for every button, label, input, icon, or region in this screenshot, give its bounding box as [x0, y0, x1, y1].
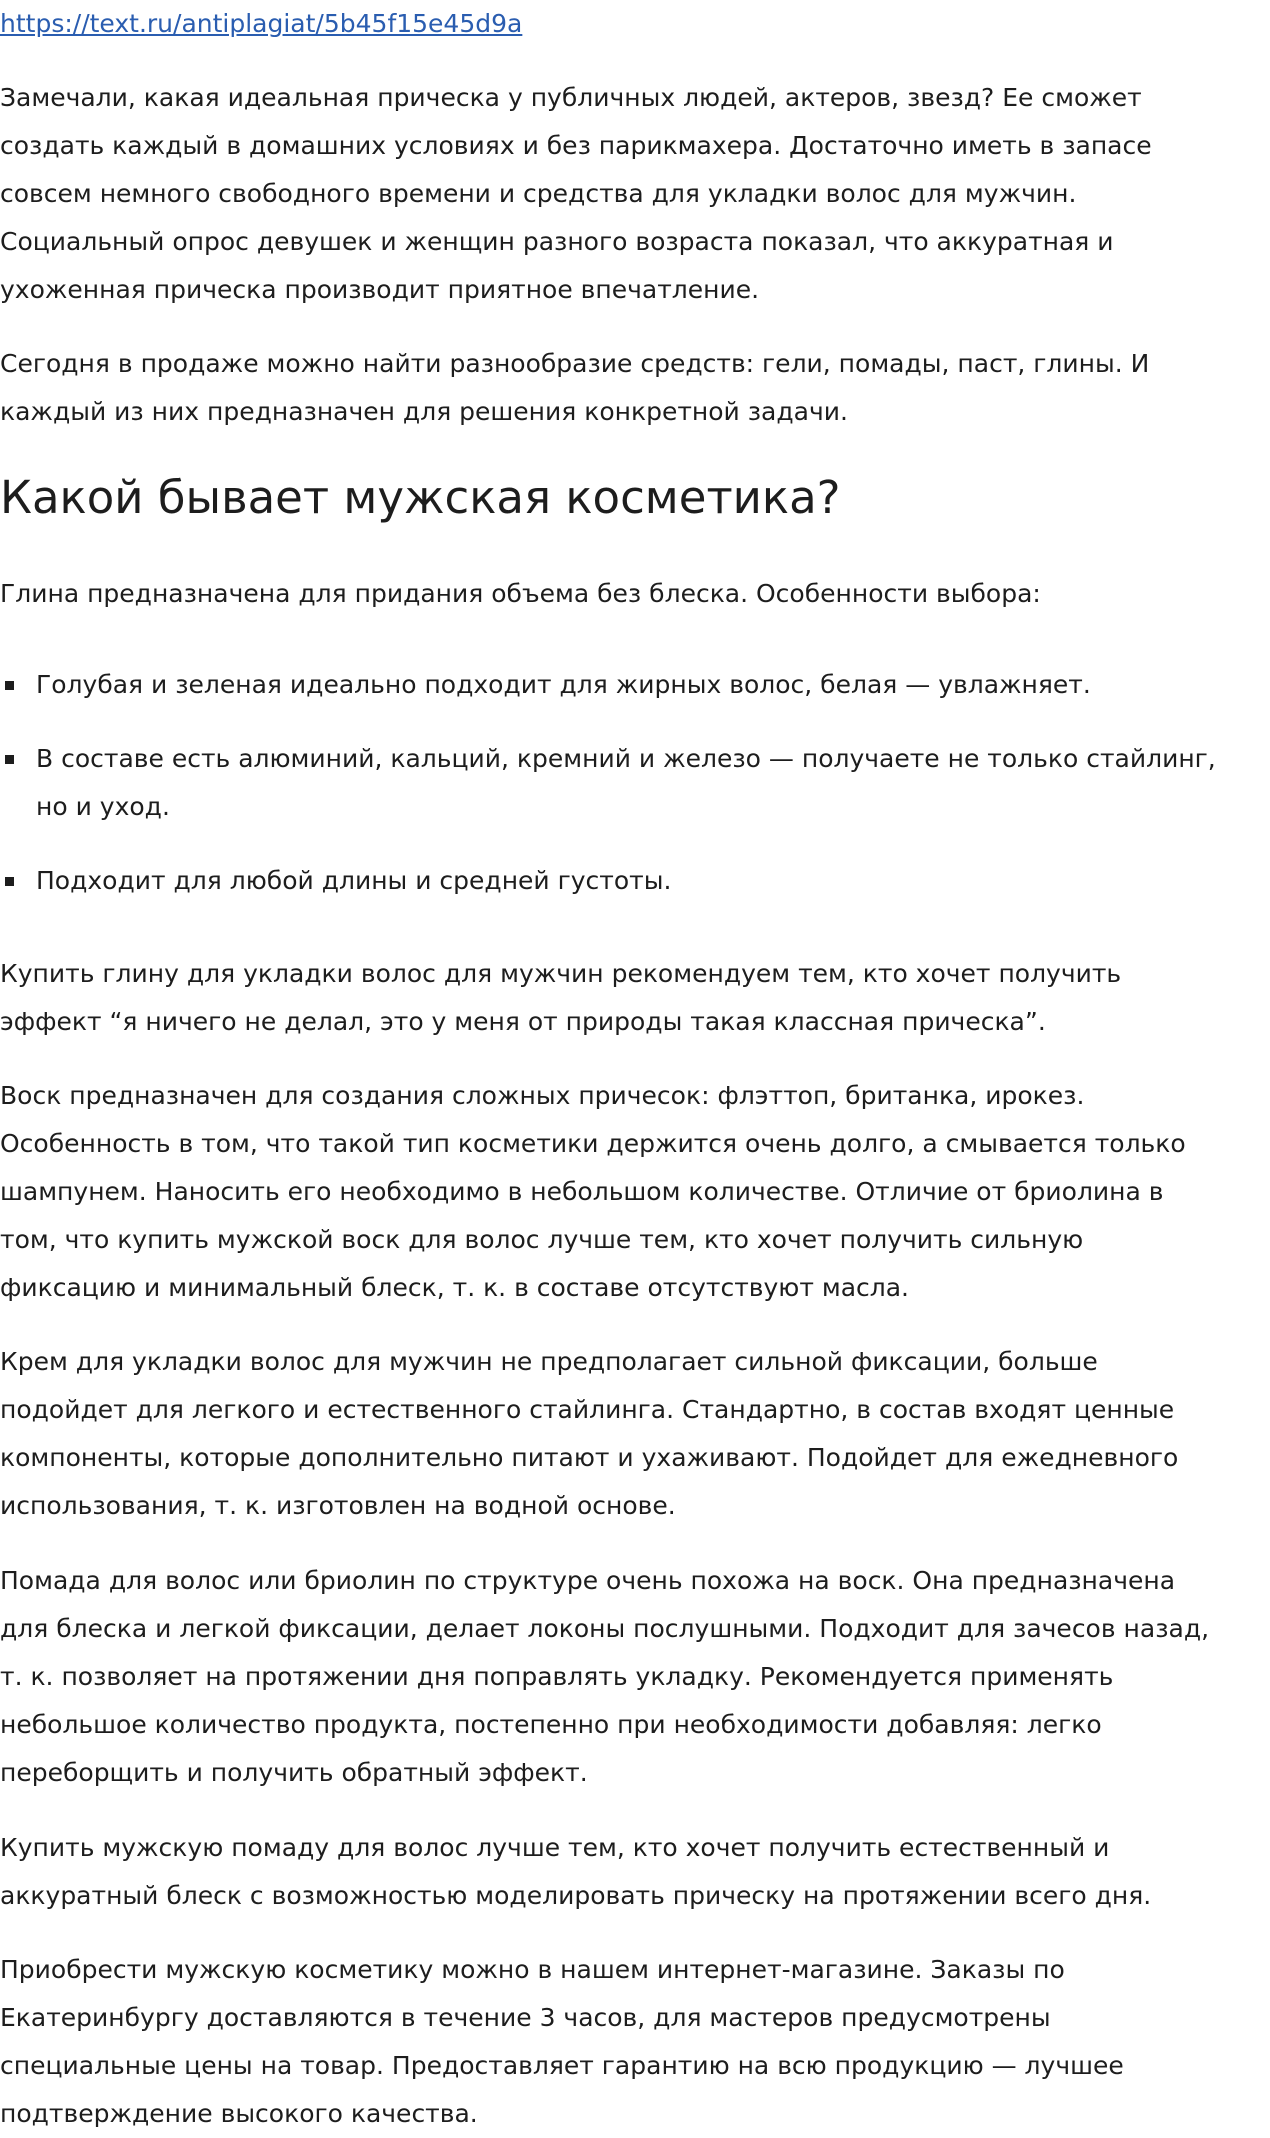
line: Крем для укладки волос для мужчин не предполагает сильной фиксации, больше: [0, 1347, 1098, 1376]
line: т. к. позволяет на протяжении дня поправлять укладку. Рекомендуется применять: [0, 1662, 1114, 1691]
section-heading: Какой бывает мужская косметика?: [0, 471, 841, 524]
line: использования, т. к. изготовлен на водной основе.: [0, 1491, 676, 1520]
line: шампунем. Наносить его необходимо в небольшом количестве. Отличие от бриолина в: [0, 1177, 1164, 1206]
line: Сегодня в продаже можно найти разнообразие средств: гели, помады, паст, глины. И: [0, 349, 1150, 378]
clay-buy-paragraph: [0, 950, 1121, 1046]
shop-paragraph: [0, 1946, 1124, 2138]
list-item-text: [36, 735, 1216, 831]
line: Воск предназначен для создания сложных причесок: флэттоп, британка, ирокез.: [0, 1081, 1085, 1110]
line: Особенность в том, что такой тип косметики держится очень долго, а смывается только: [0, 1129, 1186, 1158]
line: подтверждение высокого качества.: [0, 2099, 478, 2128]
line: Голубая и зеленая идеально подходит для жирных волос, белая — увлажняет.: [36, 670, 1091, 699]
line: Помада для волос или бриолин по структуре очень похожа на воск. Она предназначена: [0, 1566, 1176, 1595]
line: Приобрести мужскую косметику можно в нашем интернет-магазине. Заказы по: [0, 1955, 1065, 1984]
line: Социальный опрос девушек и женщин разного возраста показал, что аккуратная и: [0, 227, 1114, 256]
intro2-paragraph: [0, 340, 1149, 436]
line: но и уход.: [36, 792, 170, 821]
pomade-paragraph: [0, 1557, 1209, 1797]
line: небольшое количество продукта, постепенно при необходимости добавляя: легко: [0, 1710, 1102, 1739]
line: подойдет для легкого и естественного стайлинга. Стандартно, в состав входят ценные: [0, 1395, 1175, 1424]
intro-paragraph: [0, 74, 1152, 314]
line: компоненты, которые дополнительно питают и ухаживают. Подойдет для ежедневного: [0, 1443, 1179, 1472]
list-item-text: [36, 661, 1091, 709]
source-link[interactable]: https://text.ru/antiplagiat/5b45f15e45d9a: [0, 9, 523, 38]
cream-paragraph: [0, 1338, 1178, 1530]
line: аккуратный блеск с возможностью моделировать прическу на протяжении всего дня.: [0, 1881, 1152, 1910]
line: Купить мужскую помаду для волос лучше тем, кто хочет получить естественный и: [0, 1833, 1110, 1862]
line: В составе есть алюминий, кальций, кремний и железо — получаете не только стайлинг,: [36, 744, 1216, 773]
line: ухоженная прическа производит приятное впечатление.: [0, 275, 760, 304]
line: Купить глину для укладки волос для мужчин рекомендуем тем, кто хочет получить: [0, 959, 1122, 988]
bullet-icon: [5, 877, 14, 886]
line: фиксацию и минимальный блеск, т. к. в составе отсутствуют масла.: [0, 1273, 910, 1302]
line: создать каждый в домашних условиях и без парикмахера. Достаточно иметь в запасе: [0, 131, 1152, 160]
wax-paragraph: [0, 1072, 1186, 1312]
list-item-text: [36, 857, 671, 905]
line: переборщить и получить обратный эффект.: [0, 1758, 588, 1787]
line: специальные цены на товар. Предоставляет гарантию на всю продукцию — лучшее: [0, 2051, 1124, 2080]
line: каждый из них предназначен для решения конкретной задачи.: [0, 397, 848, 426]
line: Глина предназначена для придания объема без блеска. Особенности выбора:: [0, 579, 1041, 608]
line: Замечали, какая идеальная прическа у публичных людей, актеров, звезд? Ее сможет: [0, 83, 1142, 112]
line: для блеска и легкой фиксации, делает локоны послушными. Подходит для зачесов назад,: [0, 1614, 1210, 1643]
line: Подходит для любой длины и средней густоты.: [36, 866, 672, 895]
clay-intro-paragraph: [0, 570, 1041, 618]
line: эффект “я ничего не делал, это у меня от природы такая классная прическа”.: [0, 1007, 1046, 1036]
line: том, что купить мужской воск для волос лучше тем, кто хочет получить сильную: [0, 1225, 1084, 1254]
pomade-buy-paragraph: [0, 1824, 1151, 1920]
line: совсем немного свободного времени и средства для укладки волос для мужчин.: [0, 179, 1077, 208]
line: Екатеринбургу доставляются в течение 3 часов, для мастеров предусмотрены: [0, 2003, 1051, 2032]
bullet-icon: [5, 681, 14, 690]
bullet-icon: [5, 755, 14, 764]
